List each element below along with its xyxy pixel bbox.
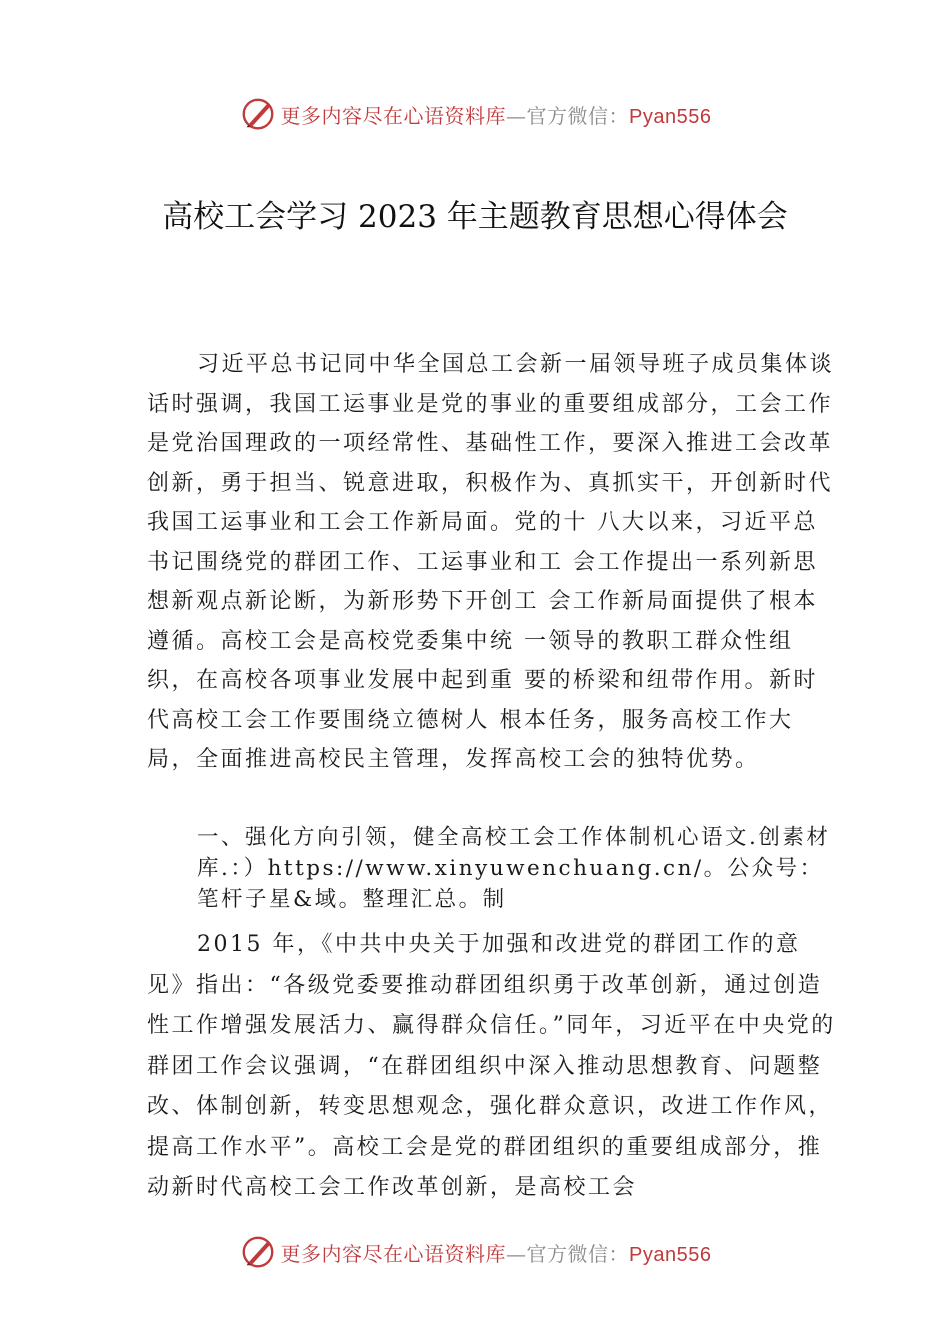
header-banner-separator: —官方微信：	[506, 103, 630, 128]
footer-banner-wechat-id: Pyan556	[629, 1243, 712, 1266]
footer-banner-separator: —官方微信：	[506, 1241, 630, 1266]
footer-banner-main: 更多内容尽在心语资料库	[280, 1241, 507, 1266]
footer-watermark-banner	[0, 1232, 950, 1272]
body-paragraph-1: 习近平总书记同中华全国总工会新一届领导班子成员集体谈话时强调，我国工运事业是党的事业的重要组成部分，工会工作是党治国理政的一项经常性、基础性工作，要深入推进工会改革创新，勇于担当、锐意进取，积极作为、真抓实干，开创新时代我国工运事业和工会工作新局面。党的十 八大以来，习近平总书记围绕党的群团工作、工运事业和工 会工作提出一系列新思想新观点新论断，为新形势下开创工 会工作新局面提供了根本遵循。高校工会是高校党委集中统 一领导的教职工群众性组织，在高校各项事业发展中起到重 要的桥梁和纽带作用。新时代高校工会工作要围绕立德树人 根本任务，服务高校工作大局，全面推进高校民主管理，发挥高校工会的独特优势。	[147, 352, 835, 772]
header-banner-wechat-id: Pyan556	[629, 105, 712, 128]
body-paragraph-2: 2015 年，《中共中央关于加强和改进党的群团工作的意见》指出：“各级党委要推动群团组织勇于改革创新，通过创造性工作增强发展活力、赢得群众信任。”同年，习近平在中央党的群团工作会议强调，“在群团组织中深入推动思想教育、问题整改、体制创新，转变思想观念，强化群众意识，改进工作作风，提高工作水平”。高校工会是党的群团组织的重要组成部分，推动新时代高校工会工作改革创新，是高校工会	[147, 932, 836, 1200]
header-banner-main: 更多内容尽在心语资料库	[280, 103, 507, 128]
pen-logo-icon	[239, 1233, 277, 1271]
footer-banner-text	[281, 1238, 712, 1267]
section-heading-1: 一、强化方向引领，健全高校工会工作体制机心语文.创素材库.：）https://www.xinyuwenchuang.cn/。公众号：笔杆子星&域。整理汇总。制	[197, 825, 831, 912]
header-watermark-banner	[0, 94, 950, 134]
document-title: 高校工会学习 2023 年主题教育思想心得体会	[162, 199, 788, 235]
pen-logo-icon	[239, 95, 277, 133]
header-banner-text	[281, 100, 712, 129]
